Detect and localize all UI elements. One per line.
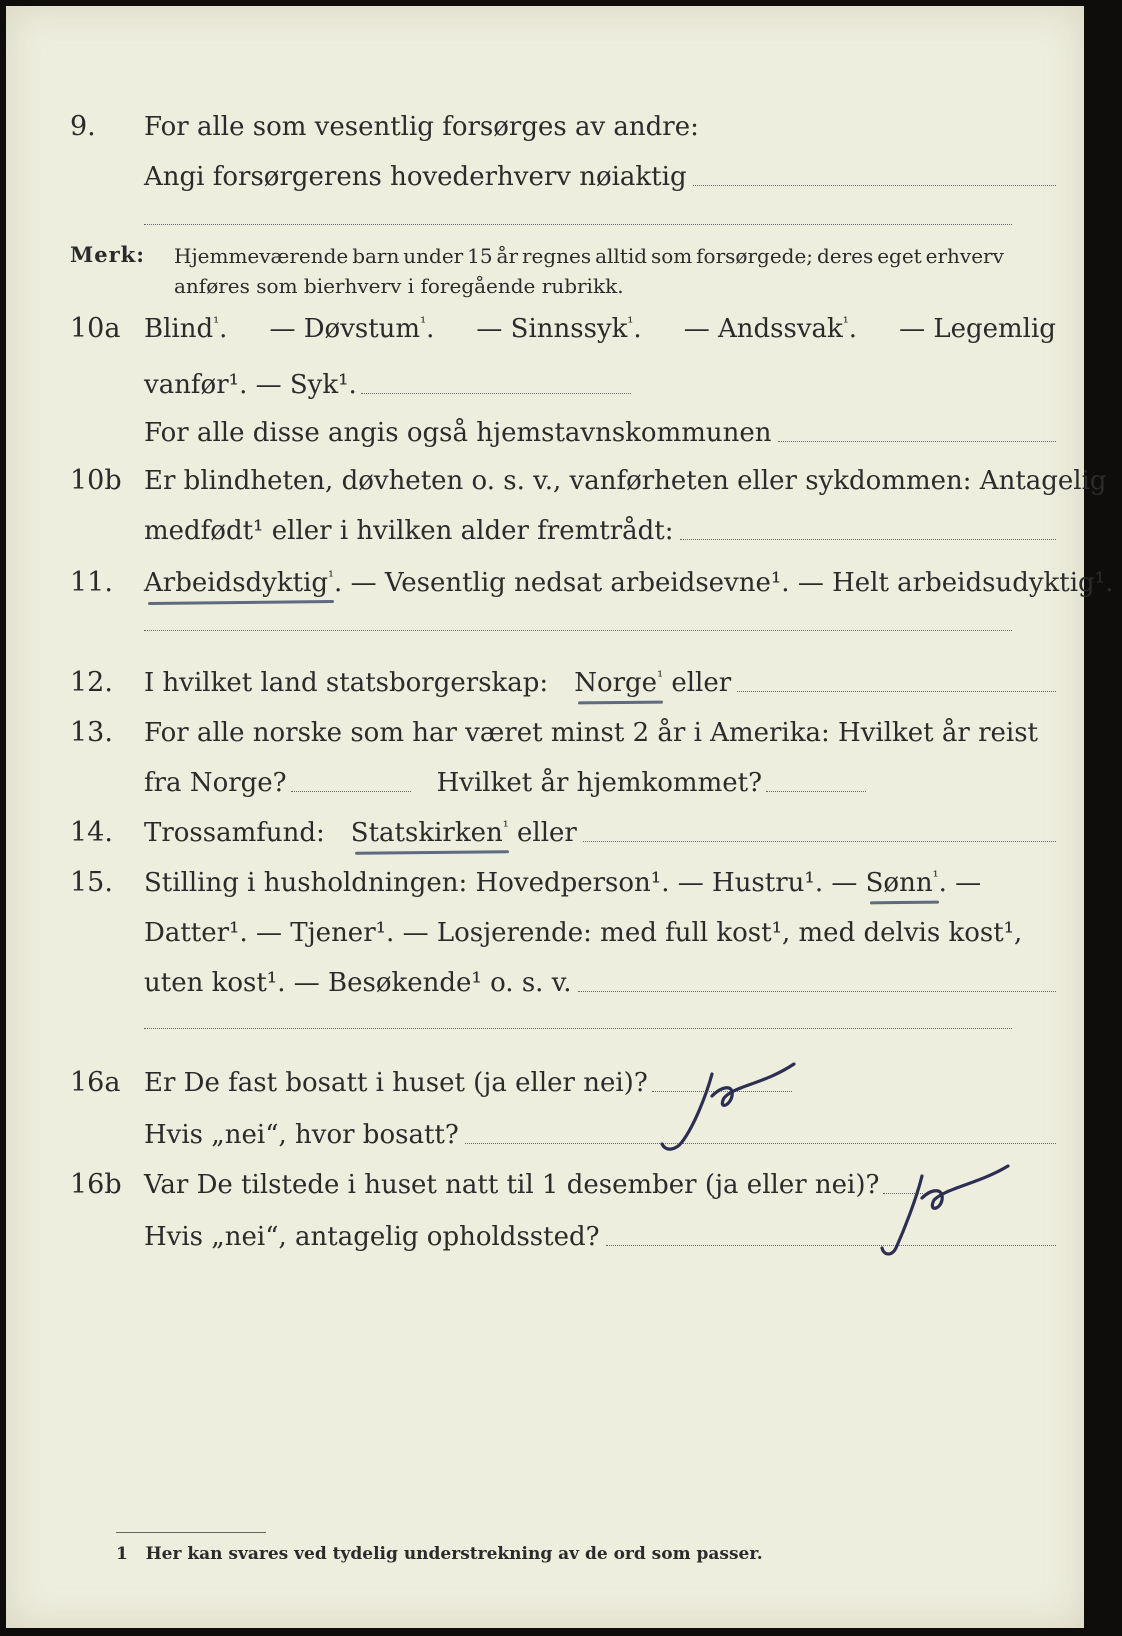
option-blind: Blind$^{^1}$. — [144, 313, 228, 344]
q13-line2a: fra Norge? — [144, 768, 287, 798]
q10a-syk-field[interactable] — [361, 393, 631, 394]
q12-other-country-field[interactable] — [737, 691, 1056, 692]
q10b-number: 10b — [70, 465, 122, 496]
q15-line2: Datter¹. — Tjener¹. — Losjerende: med full kost¹, med delvis kost¹, — [144, 918, 1023, 948]
q11-rest: . — Vesentlig nedsat arbeidsevne¹. — Helt arbeidsudyktig¹. — [334, 568, 1114, 598]
q9-number: 9. — [70, 111, 96, 142]
q12-row — [6, 666, 1084, 700]
q15-other-field[interactable] — [578, 991, 1056, 992]
q15-line1-prefix: Stilling i husholdningen: Hovedperson¹. — Hustru¹. — — [144, 868, 858, 898]
q10a-row — [6, 312, 1084, 346]
q16b-line2: Hvis „nei“, antagelig opholdssted? — [144, 1222, 600, 1252]
footnote-marker: ¹ — [328, 567, 335, 586]
merk-word: deres — [816, 244, 874, 268]
footnote-marker: ¹ — [657, 667, 664, 686]
q14-suffix: eller — [517, 818, 577, 848]
q15-continuation-line[interactable] — [144, 1028, 1012, 1029]
q10b-row — [6, 464, 1107, 498]
q10a-row-3 — [6, 416, 1084, 450]
merk-word: eget — [877, 244, 922, 268]
q14-row — [6, 816, 1084, 850]
option-andssvak: — Andssvak$^{^1}$. — [683, 313, 858, 344]
q12-suffix: eller — [671, 668, 732, 698]
footnote-marker: ¹ — [420, 313, 427, 332]
q10a-number: 10a — [70, 313, 121, 344]
q13-year-returned-field[interactable] — [766, 791, 866, 792]
q10a-line2: vanfør¹. — Syk¹. — [144, 370, 357, 400]
merk-line2: anføres som bierhverv i foregående rubrikk. — [174, 274, 624, 298]
footnote — [116, 1544, 763, 1564]
footnote-marker: ¹ — [627, 313, 634, 332]
q16b-handwritten-answer — [874, 1156, 1034, 1266]
q15-answer-text: Sønn — [865, 868, 933, 898]
q16a-row — [6, 1066, 1084, 1100]
q10a-hjemstavn-field[interactable] — [778, 441, 1056, 442]
q15-line1-suffix: . — — [938, 868, 982, 898]
merk-word: barn — [352, 244, 400, 268]
q9-answer-field[interactable] — [693, 185, 1056, 186]
q9-line1: For alle som vesentlig forsørges av andre: — [144, 112, 699, 142]
option-label: — Andssvak — [683, 314, 843, 344]
q14-answer-text: Statskirken — [350, 818, 503, 848]
q9-row — [6, 110, 1084, 144]
q13-row-2 — [6, 766, 1084, 800]
q11-answer-underlined[interactable] — [144, 566, 334, 600]
option-sinnssyk: — Sinnssyk$^{^1}$. — [476, 313, 642, 344]
q11-number: 11. — [70, 567, 113, 598]
q15-row — [6, 866, 1084, 900]
q10b-line2: medfødt¹ eller i hvilken alder fremtrådt: — [144, 516, 674, 546]
footnote-marker: ¹ — [932, 867, 939, 886]
q11-row — [6, 566, 1114, 600]
q13-row — [6, 716, 1084, 750]
q12-answer-underlined[interactable] — [574, 666, 663, 700]
footnote-marker: ¹ — [213, 313, 220, 332]
q12-number: 12. — [70, 667, 113, 698]
footnote-marker: 1 — [116, 1544, 128, 1564]
census-form-page — [6, 6, 1114, 1628]
merk-word: forsørgede; — [696, 244, 814, 268]
q9-line2: Angi forsørgerens hovederhverv nøiaktig — [144, 162, 687, 192]
q16a-line2: Hvis „nei“, hvor bosatt? — [144, 1120, 459, 1150]
option-label: — Døvstum — [269, 314, 421, 344]
option-label: — Sinnssyk — [476, 314, 628, 344]
q12-prefix: I hvilket land statsborgerskap: — [144, 668, 549, 698]
option-label: Blind — [144, 314, 214, 344]
merk-line1 — [174, 240, 1004, 272]
merk-word: Hjemmeværende — [174, 244, 349, 268]
footnote-marker: ¹ — [502, 817, 509, 836]
merk-block — [6, 242, 1084, 298]
q15-row-2 — [6, 916, 1084, 950]
q9-continuation-line[interactable] — [144, 224, 1012, 225]
q10b-answer-field[interactable] — [680, 539, 1057, 540]
q11-continuation-line[interactable] — [144, 630, 1012, 631]
q13-line1: For alle norske som har været minst 2 år i Amerika: Hvilket år reist — [144, 718, 1038, 748]
q16a-handwritten-answer — [654, 1056, 814, 1166]
q9-row-2 — [6, 160, 1084, 194]
merk-word: år — [496, 244, 519, 268]
q14-answer-underlined[interactable] — [351, 816, 509, 850]
q15-row-3 — [6, 966, 1084, 1000]
q15-line3: uten kost¹. — Besøkende¹ o. s. v. — [144, 968, 572, 998]
q10b-row-2 — [6, 514, 1084, 548]
q10b-line1: Er blindheten, døvheten o. s. v., vanførheten eller sykdommen: Antagelig — [144, 466, 1107, 496]
q16b-number: 16b — [70, 1169, 122, 1200]
merk-word: 15 — [467, 244, 493, 268]
q16a-row-2 — [6, 1118, 1084, 1152]
q13-year-left-field[interactable] — [291, 791, 411, 792]
q10a-row-2 — [6, 368, 1084, 402]
q15-number: 15. — [70, 867, 113, 898]
q14-number: 14. — [70, 817, 113, 848]
q11-answer-text: Arbeidsdyktig — [144, 568, 329, 598]
footnote-text: Her kan svares ved tydelig understrekning av de ord som passer. — [145, 1544, 763, 1564]
q16a-line1: Er De fast bosatt i huset (ja eller nei)? — [144, 1068, 648, 1098]
merk-label: Merk: — [70, 242, 145, 267]
q10a-line3: For alle disse angis også hjemstavnskommunen — [144, 418, 772, 448]
q16b-line1: Var De tilstede i huset natt til 1 desember (ja eller nei)? — [144, 1170, 880, 1200]
q15-answer-underlined[interactable] — [866, 866, 939, 900]
merk-word: erhverv — [925, 244, 1004, 268]
q16a-number: 16a — [70, 1067, 121, 1098]
q12-answer-text: Norge — [574, 668, 658, 698]
option-dovstum: — Døvstum$^{^1}$. — [269, 313, 435, 344]
merk-word: som — [650, 244, 693, 268]
merk-word: regnes — [521, 244, 592, 268]
q14-other-field[interactable] — [583, 841, 1056, 842]
footnote-rule — [116, 1532, 266, 1533]
q13-number: 13. — [70, 717, 113, 748]
option-legemlig: — Legemlig — [899, 314, 1056, 344]
footnote-marker: ¹ — [842, 313, 849, 332]
q13-line2b: Hvilket år hjemkommet? — [436, 768, 763, 798]
merk-word: alltid — [595, 244, 648, 268]
q14-prefix: Trossamfund: — [144, 818, 325, 848]
merk-word: under — [403, 244, 464, 268]
